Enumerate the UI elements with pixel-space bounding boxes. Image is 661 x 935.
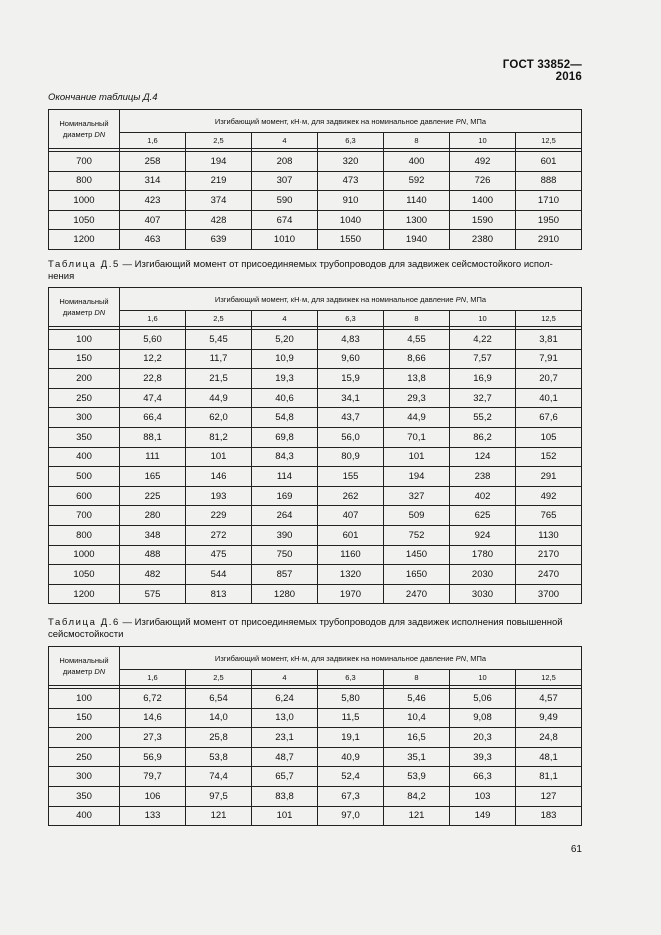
dn-cell: 150 — [49, 708, 120, 728]
dn-cell: 400 — [49, 447, 120, 467]
moment-cell: 280 — [120, 506, 186, 526]
moment-cell: 625 — [450, 506, 516, 526]
moment-cell: 5,60 — [120, 330, 186, 350]
table-row — [49, 584, 582, 604]
moment-cell: 11,7 — [186, 349, 252, 369]
dn-cell: 1050 — [49, 565, 120, 585]
moment-cell: 509 — [384, 506, 450, 526]
moment-cell: 2030 — [450, 565, 516, 585]
moment-cell: 750 — [252, 545, 318, 565]
moment-cell: 5,46 — [384, 689, 450, 709]
moment-cell: 70,1 — [384, 427, 450, 447]
table-d5-caption: Таблица Д.5 — Изгибающий момент от присоединяемых трубопроводов для задвижек сейсмостойкого испол- нения — [48, 259, 553, 282]
moment-cell: 482 — [120, 565, 186, 585]
dn-cell: 700 — [49, 152, 120, 172]
moment-cell: 80,9 — [318, 447, 384, 467]
moment-cell: 390 — [252, 525, 318, 545]
moment-cell: 544 — [186, 565, 252, 585]
pressure-header-cell: 1,6 — [120, 311, 186, 327]
moment-cell: 66,3 — [450, 767, 516, 787]
moment-cell: 473 — [318, 171, 384, 191]
moment-cell: 54,8 — [252, 408, 318, 428]
pressure-header-cell: 10 — [450, 133, 516, 149]
moment-cell: 765 — [516, 506, 582, 526]
moment-cell: 34,1 — [318, 388, 384, 408]
table-row — [49, 388, 582, 408]
moment-cell: 1160 — [318, 545, 384, 565]
dn-cell: 200 — [49, 369, 120, 389]
moment-cell: 601 — [318, 525, 384, 545]
moment-cell: 88,1 — [120, 427, 186, 447]
moment-cell: 52,4 — [318, 767, 384, 787]
table-d5 — [48, 287, 582, 604]
moment-cell: 5,06 — [450, 689, 516, 709]
moment-cell: 4,55 — [384, 330, 450, 350]
dn-cell: 500 — [49, 467, 120, 487]
moment-cell: 39,3 — [450, 747, 516, 767]
moment-cell: 752 — [384, 525, 450, 545]
moment-cell: 407 — [120, 210, 186, 230]
pressure-header-cell: 12,5 — [516, 311, 582, 327]
table-row — [49, 427, 582, 447]
moment-cell: 14,0 — [186, 708, 252, 728]
moment-cell: 6,72 — [120, 689, 186, 709]
table-row — [49, 806, 582, 826]
moment-cell: 1130 — [516, 525, 582, 545]
dn-cell: 1000 — [49, 545, 120, 565]
moment-cell: 264 — [252, 506, 318, 526]
moment-cell: 857 — [252, 565, 318, 585]
dn-cell: 300 — [49, 408, 120, 428]
moment-cell: 55,2 — [450, 408, 516, 428]
table-row — [49, 369, 582, 389]
moment-cell: 47,4 — [120, 388, 186, 408]
moment-cell: 25,8 — [186, 728, 252, 748]
moment-cell: 1550 — [318, 230, 384, 250]
moment-cell: 726 — [450, 171, 516, 191]
moment-cell: 6,24 — [252, 689, 318, 709]
moment-cell: 22,8 — [120, 369, 186, 389]
moment-cell: 225 — [120, 486, 186, 506]
moment-cell: 5,45 — [186, 330, 252, 350]
moment-cell: 262 — [318, 486, 384, 506]
dn-cell: 1200 — [49, 584, 120, 604]
dn-header: Номинальный диаметр DN — [49, 647, 120, 686]
moment-cell: 13,0 — [252, 708, 318, 728]
table-d6-caption: Таблица Д.6 — Изгибающий момент от присоединяемых трубопроводов для задвижек исполнения повышенной сейсмостойкости — [48, 617, 563, 640]
moment-cell: 121 — [186, 806, 252, 826]
moment-cell: 48,7 — [252, 747, 318, 767]
moment-cell: 1650 — [384, 565, 450, 585]
dn-cell: 200 — [49, 728, 120, 748]
moment-cell: 121 — [384, 806, 450, 826]
table-row — [49, 408, 582, 428]
table-row — [49, 191, 582, 211]
moment-cell: 114 — [252, 467, 318, 487]
pressure-header-cell: 2,5 — [186, 311, 252, 327]
moment-cell: 21,5 — [186, 369, 252, 389]
moment-cell: 83,8 — [252, 786, 318, 806]
pressure-header-row — [49, 311, 582, 327]
moment-cell: 258 — [120, 152, 186, 172]
moment-cell: 307 — [252, 171, 318, 191]
dn-cell: 800 — [49, 171, 120, 191]
moment-cell: 488 — [120, 545, 186, 565]
moment-cell: 69,8 — [252, 427, 318, 447]
moment-cell: 65,7 — [252, 767, 318, 787]
moment-cell: 23,1 — [252, 728, 318, 748]
moment-cell: 29,3 — [384, 388, 450, 408]
table-row — [49, 689, 582, 709]
moment-cell: 15,9 — [318, 369, 384, 389]
dn-cell: 1000 — [49, 191, 120, 211]
moment-cell: 74,4 — [186, 767, 252, 787]
dn-cell: 250 — [49, 388, 120, 408]
moment-cell: 53,9 — [384, 767, 450, 787]
pressure-header-cell: 10 — [450, 311, 516, 327]
moment-cell: 13,8 — [384, 369, 450, 389]
table-row — [49, 506, 582, 526]
moment-cell: 423 — [120, 191, 186, 211]
moment-cell: 10,4 — [384, 708, 450, 728]
moment-cell: 1040 — [318, 210, 384, 230]
moment-cell: 84,2 — [384, 786, 450, 806]
moment-cell: 24,8 — [516, 728, 582, 748]
moment-cell: 4,22 — [450, 330, 516, 350]
moment-cell: 6,54 — [186, 689, 252, 709]
moment-cell: 101 — [186, 447, 252, 467]
moment-cell: 7,57 — [450, 349, 516, 369]
moment-cell: 2170 — [516, 545, 582, 565]
moment-cell: 14,6 — [120, 708, 186, 728]
moment-cell: 149 — [450, 806, 516, 826]
moment-cell: 1970 — [318, 584, 384, 604]
table-row — [49, 330, 582, 350]
moment-cell: 1320 — [318, 565, 384, 585]
moment-cell: 97,5 — [186, 786, 252, 806]
moment-cell: 40,9 — [318, 747, 384, 767]
moment-cell: 155 — [318, 467, 384, 487]
dn-cell: 300 — [49, 767, 120, 787]
moment-cell: 146 — [186, 467, 252, 487]
moment-cell: 291 — [516, 467, 582, 487]
pressure-header-cell: 6,3 — [318, 670, 384, 686]
moment-cell: 1710 — [516, 191, 582, 211]
dn-cell: 350 — [49, 427, 120, 447]
dn-cell: 250 — [49, 747, 120, 767]
moment-cell: 43,7 — [318, 408, 384, 428]
moment-cell: 105 — [516, 427, 582, 447]
moment-cell: 219 — [186, 171, 252, 191]
moment-cell: 1280 — [252, 584, 318, 604]
pressure-header-cell: 8 — [384, 311, 450, 327]
moment-cell: 813 — [186, 584, 252, 604]
moment-cell: 575 — [120, 584, 186, 604]
moment-cell: 402 — [450, 486, 516, 506]
pressure-header-cell: 4 — [252, 311, 318, 327]
table-row — [49, 747, 582, 767]
moment-cell: 56,9 — [120, 747, 186, 767]
moment-cell: 48,1 — [516, 747, 582, 767]
moment-cell: 152 — [516, 447, 582, 467]
moment-cell: 348 — [120, 525, 186, 545]
moment-cell: 924 — [450, 525, 516, 545]
moment-cell: 40,1 — [516, 388, 582, 408]
moment-cell: 86,2 — [450, 427, 516, 447]
table-row — [49, 565, 582, 585]
table-d6 — [48, 646, 582, 826]
moment-cell: 1780 — [450, 545, 516, 565]
dn-cell: 1200 — [49, 230, 120, 250]
pressure-header-row — [49, 670, 582, 686]
document-code: ГОСТ 33852—2016 — [502, 59, 582, 83]
moment-cell: 2380 — [450, 230, 516, 250]
moment-cell: 3,81 — [516, 330, 582, 350]
moment-cell: 590 — [252, 191, 318, 211]
moment-cell: 124 — [450, 447, 516, 467]
moment-cell: 12,2 — [120, 349, 186, 369]
dn-cell: 150 — [49, 349, 120, 369]
pressure-header-cell: 4 — [252, 133, 318, 149]
table-row — [49, 152, 582, 172]
table-d4-caption: Окончание таблицы Д.4 — [48, 92, 158, 103]
moment-cell: 2910 — [516, 230, 582, 250]
moment-cell: 103 — [450, 786, 516, 806]
table-row — [49, 525, 582, 545]
dn-cell: 600 — [49, 486, 120, 506]
moment-cell: 97,0 — [318, 806, 384, 826]
moment-cell: 1010 — [252, 230, 318, 250]
moment-cell: 314 — [120, 171, 186, 191]
moment-cell: 81,1 — [516, 767, 582, 787]
dn-cell: 800 — [49, 525, 120, 545]
moment-cell: 44,9 — [186, 388, 252, 408]
moment-cell: 16,9 — [450, 369, 516, 389]
moment-cell: 327 — [384, 486, 450, 506]
pressure-header-cell: 1,6 — [120, 133, 186, 149]
table-row — [49, 728, 582, 748]
moment-cell: 1940 — [384, 230, 450, 250]
moment-cell: 9,60 — [318, 349, 384, 369]
moment-cell: 20,3 — [450, 728, 516, 748]
moment-cell: 53,8 — [186, 747, 252, 767]
table-row — [49, 349, 582, 369]
pressure-header-cell: 12,5 — [516, 133, 582, 149]
moment-cell: 106 — [120, 786, 186, 806]
pressure-header-cell: 2,5 — [186, 670, 252, 686]
moment-cell: 1590 — [450, 210, 516, 230]
moment-cell: 19,1 — [318, 728, 384, 748]
moment-cell: 592 — [384, 171, 450, 191]
moment-cell: 111 — [120, 447, 186, 467]
moment-cell: 169 — [252, 486, 318, 506]
moment-cell: 27,3 — [120, 728, 186, 748]
moment-cell: 35,1 — [384, 747, 450, 767]
moment-cell: 10,9 — [252, 349, 318, 369]
pressure-header-cell: 2,5 — [186, 133, 252, 149]
moment-cell: 79,7 — [120, 767, 186, 787]
moment-cell: 208 — [252, 152, 318, 172]
pressure-header-cell: 6,3 — [318, 133, 384, 149]
moment-cell: 492 — [516, 486, 582, 506]
moment-cell: 194 — [186, 152, 252, 172]
moment-cell: 2470 — [384, 584, 450, 604]
moment-header: Изгибающий момент, кН·м, для задвижек на номинальное давление PN, МПа — [120, 647, 582, 670]
moment-cell: 475 — [186, 545, 252, 565]
moment-cell: 428 — [186, 210, 252, 230]
moment-cell: 1950 — [516, 210, 582, 230]
moment-cell: 20,7 — [516, 369, 582, 389]
moment-cell: 62,0 — [186, 408, 252, 428]
moment-cell: 238 — [450, 467, 516, 487]
table-d4 — [48, 109, 582, 250]
moment-cell: 374 — [186, 191, 252, 211]
moment-cell: 320 — [318, 152, 384, 172]
moment-cell: 9,49 — [516, 708, 582, 728]
moment-cell: 40,6 — [252, 388, 318, 408]
moment-cell: 601 — [516, 152, 582, 172]
dn-cell: 350 — [49, 786, 120, 806]
moment-cell: 5,20 — [252, 330, 318, 350]
table-row — [49, 171, 582, 191]
moment-cell: 1300 — [384, 210, 450, 230]
dn-header: Номинальный диаметр DN — [49, 110, 120, 149]
pressure-header-row — [49, 133, 582, 149]
moment-cell: 492 — [450, 152, 516, 172]
moment-cell: 463 — [120, 230, 186, 250]
moment-cell: 272 — [186, 525, 252, 545]
table-row — [49, 210, 582, 230]
table-row — [49, 786, 582, 806]
moment-cell: 1140 — [384, 191, 450, 211]
moment-cell: 193 — [186, 486, 252, 506]
moment-cell: 4,57 — [516, 689, 582, 709]
dn-cell: 1050 — [49, 210, 120, 230]
table-row — [49, 486, 582, 506]
moment-cell: 8,66 — [384, 349, 450, 369]
moment-cell: 674 — [252, 210, 318, 230]
dn-cell: 400 — [49, 806, 120, 826]
moment-cell: 67,6 — [516, 408, 582, 428]
dn-cell: 100 — [49, 689, 120, 709]
pressure-header-cell: 12,5 — [516, 670, 582, 686]
moment-cell: 19,3 — [252, 369, 318, 389]
page-number: 61 — [570, 844, 582, 855]
moment-cell: 3030 — [450, 584, 516, 604]
moment-cell: 32,7 — [450, 388, 516, 408]
moment-cell: 9,08 — [450, 708, 516, 728]
moment-cell: 639 — [186, 230, 252, 250]
moment-cell: 7,91 — [516, 349, 582, 369]
moment-cell: 81,2 — [186, 427, 252, 447]
moment-cell: 127 — [516, 786, 582, 806]
pressure-header-cell: 10 — [450, 670, 516, 686]
moment-header: Изгибающий момент, кН·м, для задвижек на номинальное давление PN, МПа — [120, 288, 582, 311]
moment-cell: 101 — [384, 447, 450, 467]
pressure-header-cell: 4 — [252, 670, 318, 686]
moment-cell: 165 — [120, 467, 186, 487]
moment-cell: 888 — [516, 171, 582, 191]
moment-cell: 67,3 — [318, 786, 384, 806]
moment-cell: 5,80 — [318, 689, 384, 709]
moment-cell: 407 — [318, 506, 384, 526]
moment-cell: 229 — [186, 506, 252, 526]
table-row — [49, 708, 582, 728]
moment-cell: 3700 — [516, 584, 582, 604]
moment-cell: 1400 — [450, 191, 516, 211]
moment-header: Изгибающий момент, кН·м, для задвижек на номинальное давление PN, МПа — [120, 110, 582, 133]
table-row — [49, 467, 582, 487]
moment-cell: 56,0 — [318, 427, 384, 447]
moment-cell: 66,4 — [120, 408, 186, 428]
table-row — [49, 230, 582, 250]
pressure-header-cell: 6,3 — [318, 311, 384, 327]
moment-cell: 400 — [384, 152, 450, 172]
moment-cell: 133 — [120, 806, 186, 826]
moment-cell: 101 — [252, 806, 318, 826]
table-row — [49, 447, 582, 467]
moment-cell: 194 — [384, 467, 450, 487]
dn-cell: 100 — [49, 330, 120, 350]
dn-header: Номинальный диаметр DN — [49, 288, 120, 327]
moment-cell: 4,83 — [318, 330, 384, 350]
pressure-header-cell: 8 — [384, 133, 450, 149]
pressure-header-cell: 1,6 — [120, 670, 186, 686]
table-row — [49, 767, 582, 787]
moment-cell: 16,5 — [384, 728, 450, 748]
moment-cell: 910 — [318, 191, 384, 211]
moment-cell: 183 — [516, 806, 582, 826]
moment-cell: 44,9 — [384, 408, 450, 428]
moment-cell: 11,5 — [318, 708, 384, 728]
dn-cell: 700 — [49, 506, 120, 526]
moment-cell: 2470 — [516, 565, 582, 585]
table-row — [49, 545, 582, 565]
moment-cell: 1450 — [384, 545, 450, 565]
moment-cell: 84,3 — [252, 447, 318, 467]
pressure-header-cell: 8 — [384, 670, 450, 686]
